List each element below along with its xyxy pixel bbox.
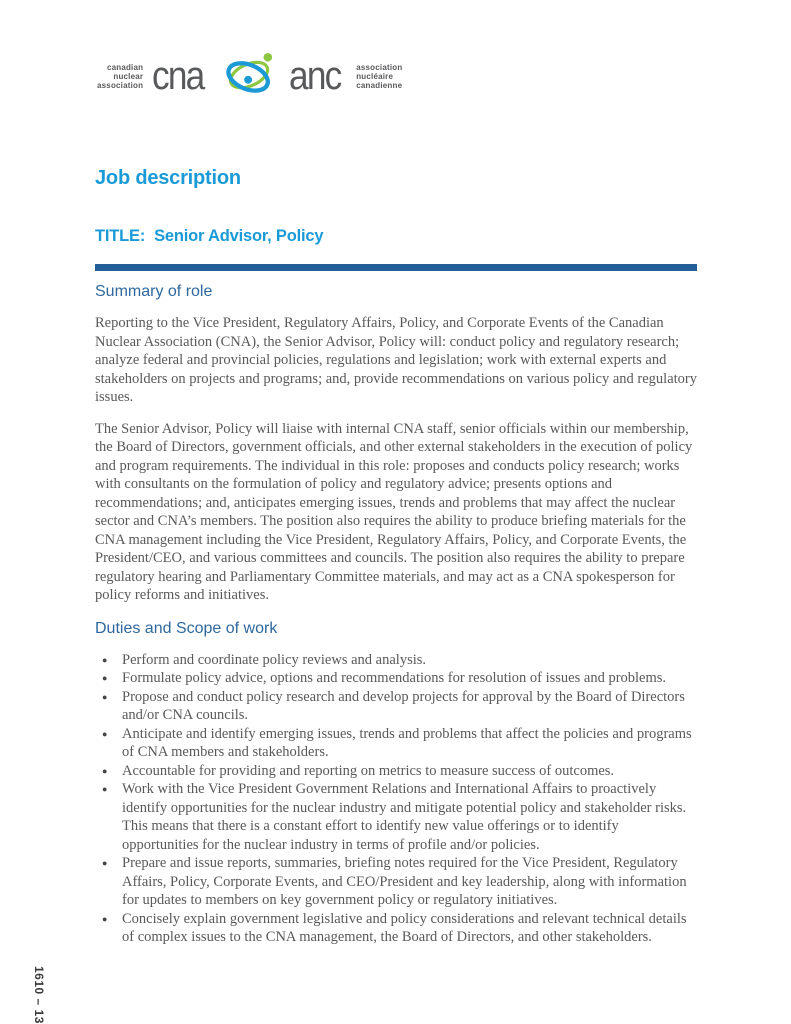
atom-electron-blue [244,76,252,84]
summary-paragraph: Reporting to the Vice President, Regulatory Affairs, Policy, and Corporate Events of the Canadian Nuclear Association (CNA), the Senior Advisor, Policy will: conduct policy and regulatory research; analyze federal and provincial policies, regulations and legislation; work with external experts and stakeholders on projects and programs; and, provide recommendations on various policy and regulatory issues. [95,315,697,405]
duty-item [95,762,697,781]
bullet-icon: ● [102,728,108,739]
duties-list [95,651,697,947]
duty-item [95,854,697,910]
bullet-icon: ● [102,784,108,794]
section-heading-duties: Duties and Scope of work [95,619,278,637]
duty-item [95,910,697,947]
duty-item [95,688,697,725]
bullet-icon: ● [102,673,108,683]
atom-orbit-icon [220,50,280,102]
duty-item [95,651,697,670]
logo-tagline-french [356,63,402,90]
duty-text: Formulate policy advice, options and recommendations for resolution of issues and problems. [122,670,667,686]
bullet-icon: ● [102,654,108,665]
bullet-icon: ● [102,913,108,924]
job-title-heading [95,226,697,246]
logo-tagline-line: canadienne [356,80,403,90]
duty-item [95,780,697,854]
duty-item [95,669,697,688]
bullet-icon: ● [102,691,108,702]
logo-tagline-line: nuclear [113,71,144,81]
logo-tagline-line: nucléaire [356,71,394,81]
atom-electron-green [263,53,272,62]
duty-text: Propose and conduct policy research and develop projects for approval by the Board of Directors and/or CNA councils. [122,688,685,723]
summary-paragraph: The Senior Advisor, Policy will liaise with internal CNA staff, senior officials within our membership, the Board of Directors, government officials, and other external stakeholders in the execution of policy and program requirements. The individual in this role: proposes and conducts policy research; works with consultants on the formulation of policy and regulatory advice; presents options and recommendations; and, anticipates emerging issues, trends and problems that may affect the nuclear sector and CNA’s members. The position also requires the ability to produce briefing materials for the CNA management including the Vice President, Regulatory Affairs, Policy, and Corporate Events, the President/CEO, and various committees and councils. The position also requires the ability to prepare regulatory hearing and Parliamentary Committee materials, and may act as a CNA spokesperson for policy reforms and initiatives. [95,420,693,603]
logo-tagline-line: association [356,62,403,72]
logo-wordmark-anc: anc [288,54,341,98]
bullet-icon: ● [102,765,108,776]
duty-text: Perform and coordinate policy reviews and analysis. [122,651,427,668]
duty-text: Accountable for providing and reporting on metrics to measure success of outcomes. [122,762,615,779]
duty-item [95,725,697,762]
page-title: Job description [95,167,241,189]
job-title-label: TITLE: [95,227,146,245]
footer-reference-number: 1610 – 13 [32,966,46,1024]
divider-rule [95,264,697,271]
duty-text: Concisely explain government legislative and policy considerations and relevant technical details of complex issues to the CNA management, the Board of Directors, and other stakeholders. [122,910,687,945]
job-title-value: Senior Advisor, Policy [154,227,324,245]
duty-text: Prepare and issue reports, summaries, briefing notes required for the Vice President, Regulatory Affairs, Policy, Corporate Events, and CEO/President and key leadership, along with information for updates to members on key government policy or regulatory initiatives. [122,855,687,908]
duty-text: Work with the Vice President Government Relations and International Affairs to proactively identify opportunities for the nuclear industry and mitigate potential policy and stakeholder risks. This means that there is a constant effort to identify new value offerings or to identify opportunities for the nuclear industry in terms of profile and/or policies. [122,781,687,853]
duty-text: Anticipate and identify emerging issues, trends and problems that affect the policies and programs of CNA members and stakeholders. [122,725,692,760]
logo-tagline-line: canadian [106,62,144,72]
bullet-icon: ● [102,858,108,868]
document-content [95,167,697,947]
logo-tagline-line: association [97,80,144,90]
cna-logo [97,50,402,102]
logo-wordmark-cna: cna [152,54,204,98]
section-heading-summary: Summary of role [95,283,213,300]
logo-tagline-english [97,63,143,90]
